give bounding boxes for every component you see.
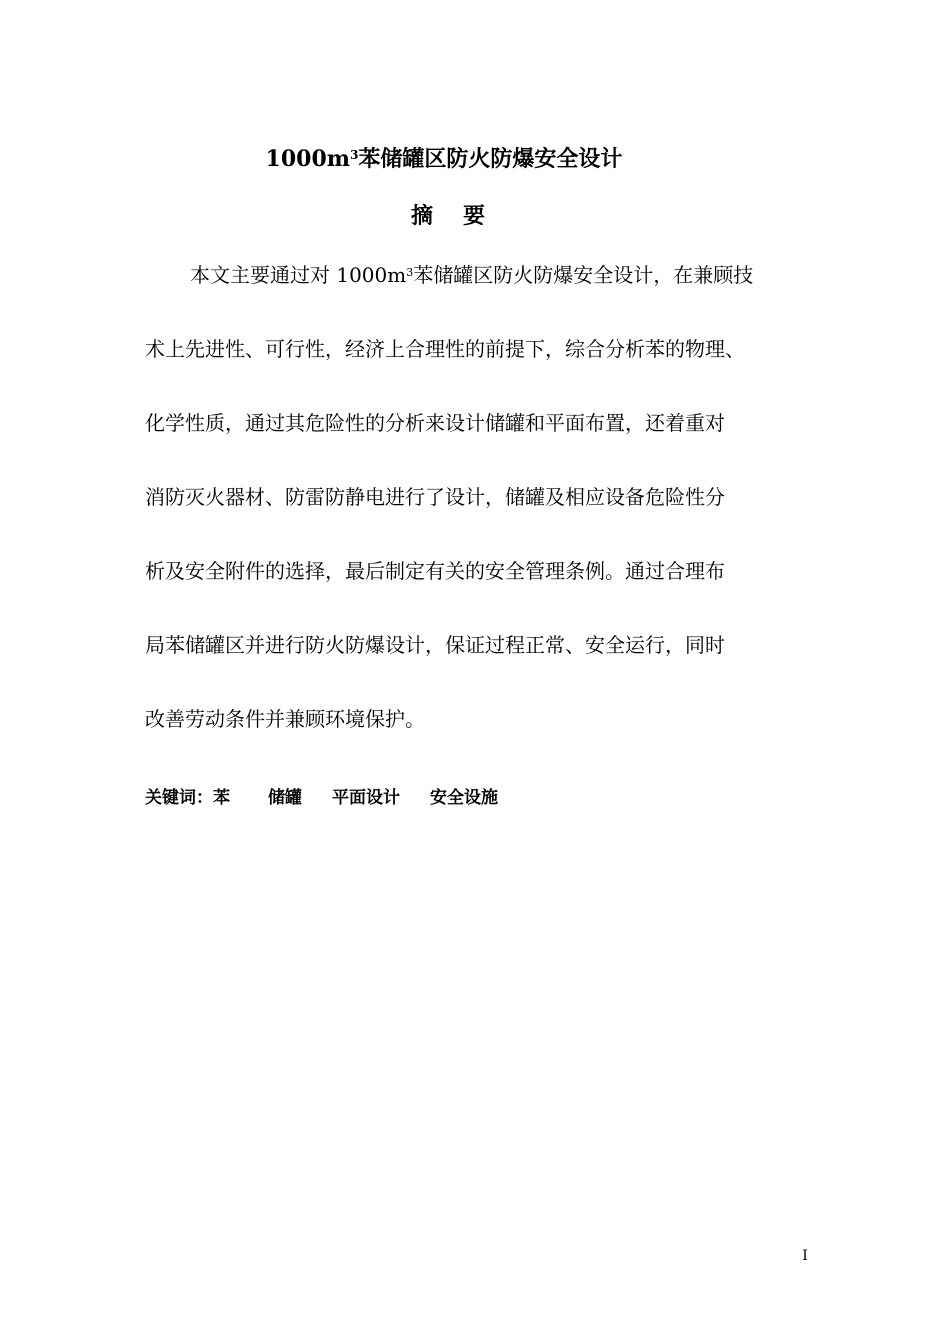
- document-title: [0, 143, 888, 175]
- abstract-line-6: 局苯储罐区并进行防火防爆设计，保证过程正常、安全运行，同时: [145, 633, 725, 657]
- keywords-label: 关键词：: [145, 788, 213, 808]
- keywords-line: [145, 784, 498, 812]
- title-superscript: 3: [350, 148, 359, 162]
- abstract-line-2: 术上先进性、可行性，经济上合理性的前提下，综合分析苯的物理、: [145, 337, 745, 361]
- page-number: I: [802, 1248, 808, 1264]
- abstract-line-1-superscript: 3: [406, 266, 414, 279]
- abstract-line-5: 析及安全附件的选择，最后制定有关的安全管理条例。通过合理布: [145, 559, 725, 583]
- abstract-line-1-suffix: 苯储罐区防火防爆安全设计，在兼顾技: [413, 263, 754, 287]
- abstract-line-1: [145, 255, 835, 329]
- keyword-item: 储罐: [268, 788, 302, 808]
- abstract-line-1-prefix: 本文主要通过对 1000m: [190, 263, 407, 287]
- abstract-line-4: 消防灭火器材、防雷防静电进行了设计，储罐及相应设备危险性分: [145, 485, 725, 509]
- keyword-item: 平面设计: [332, 788, 400, 808]
- abstract-body: [145, 255, 835, 773]
- keyword-item: 安全设施: [430, 788, 498, 808]
- keyword-item: 苯: [213, 788, 230, 808]
- title-prefix: 1000m: [265, 146, 351, 172]
- abstract-heading: 摘要: [410, 203, 515, 229]
- abstract-line-3: 化学性质，通过其危险性的分析来设计储罐和平面布置，还着重对: [145, 411, 725, 435]
- abstract-line-7: 改善劳动条件并兼顾环境保护。: [145, 707, 425, 731]
- title-suffix: 苯储罐区防火防爆安全设计: [358, 146, 623, 172]
